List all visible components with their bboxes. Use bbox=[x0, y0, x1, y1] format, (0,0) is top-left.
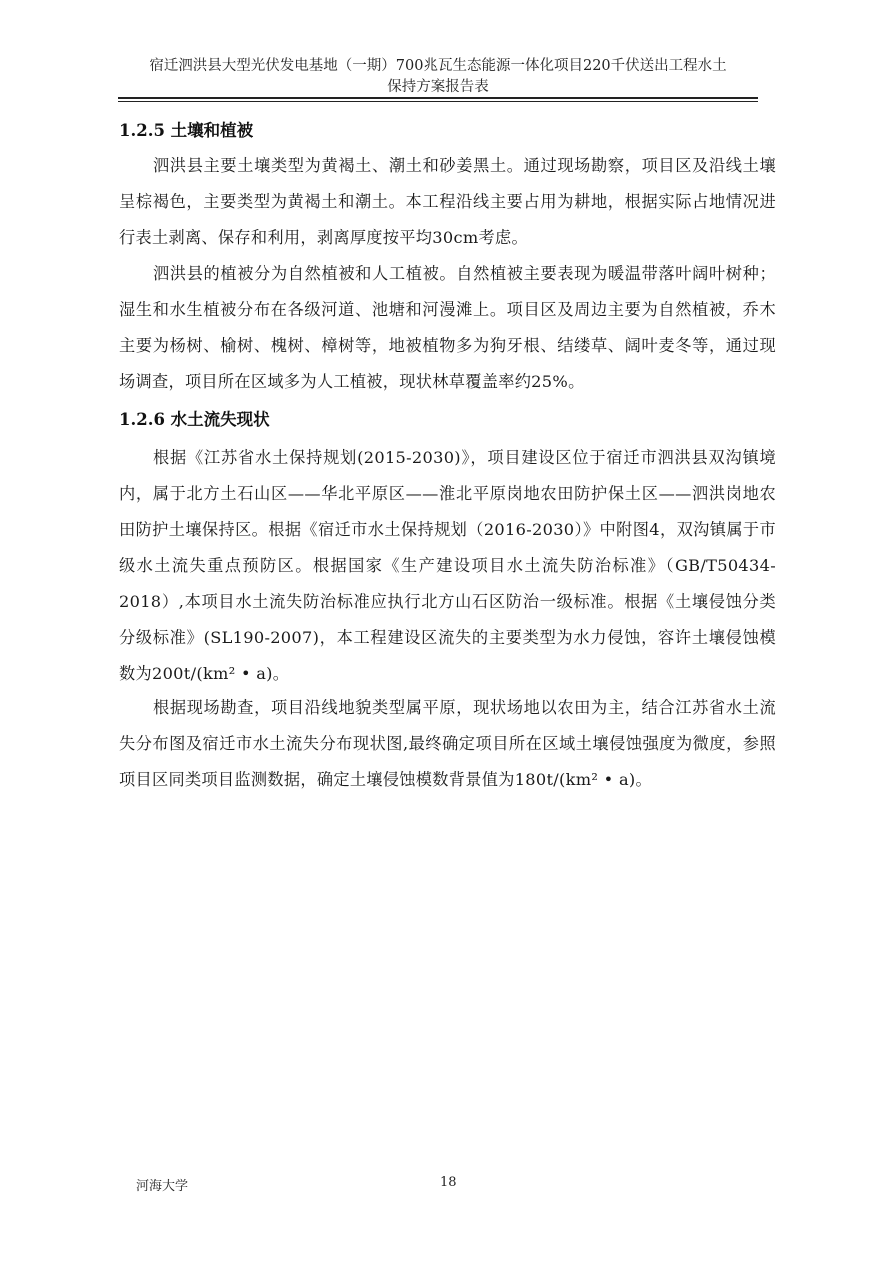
running-header bbox=[118, 56, 758, 98]
paragraph-vegetation: 泗洪县的植被分为自然植被和人工植被。自然植被主要表现为暖温带落叶阔叶树种；湿生和水生植被分布在各级河道、池塘和河漫滩上。项目区及周边主要为自然植被，乔木主要为杨树、榆树、槐树、樟树等，地被植物多为狗牙根、结缕草、阔叶麦冬等，通过现场调查，项目所在区域多为人工植被，现状林草覆盖率约25%。 bbox=[119, 264, 776, 391]
header-title-line1: 宿迁泗洪县大型光伏发电基地（一期）700兆瓦生态能源一体化项目220千伏送出工程水土 bbox=[149, 58, 727, 74]
footer-page-number: 18 bbox=[440, 1175, 457, 1190]
section-heading-soil-vegetation: 1.2.5 土壤和植被 bbox=[119, 121, 254, 140]
header-divider bbox=[118, 97, 758, 102]
paragraph-soil: 泗洪县主要土壤类型为黄褐土、潮土和砂姜黑土。通过现场勘察，项目区及沿线土壤呈棕褐色，主要类型为黄褐土和潮土。本工程沿线主要占用为耕地，根据实际占地情况进行表土剥离、保存和利用，剥离厚度按平均30cm考虑。 bbox=[119, 156, 776, 247]
header-title-line2: 保持方案报告表 bbox=[387, 79, 489, 95]
section-heading-erosion-status: 1.2.6 水土流失现状 bbox=[119, 410, 270, 429]
paragraph-erosion-planning: 根据《江苏省水土保持规划(2015-2030)》，项目建设区位于宿迁市泗洪县双沟镇境内，属于北方土石山区——华北平原区——淮北平原岗地农田防护保土区——泗洪岗地农田防护土壤保持区。根据《宿迁市水土保持规划（2016-2030）》中附图4，双沟镇属于市级水土流失重点预防区。根据国家《生产建设项目水土流失防治标准》（GB/T50434-2018）,本项目水土流失防治标准应执行北方山石区防治一级标准。根据《土壤侵蚀分类分级标准》(SL190-2007)，本工程建设区流失的主要类型为水力侵蚀，容许土壤侵蚀模数为200t/(km² • a)。 bbox=[119, 448, 776, 683]
footer-institution: 河海大学 bbox=[136, 1179, 189, 1194]
paragraph-erosion-survey: 根据现场勘查，项目沿线地貌类型属平原，现状场地以农田为主，结合江苏省水土流失分布图及宿迁市水土流失分布现状图,最终确定项目所在区域土壤侵蚀强度为微度，参照项目区同类项目监测数据，确定土壤侵蚀模数背景值为180t/(km² • a)。 bbox=[119, 698, 776, 789]
